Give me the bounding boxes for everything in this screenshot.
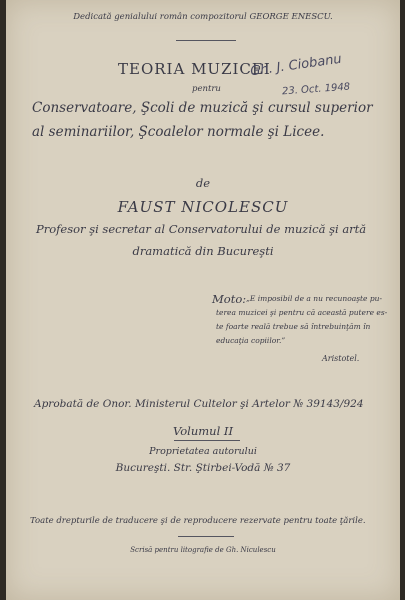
dedication: Dedicată genialului român compozitorul GEORGE ENESCU. <box>73 12 333 22</box>
volume-underline <box>174 440 240 441</box>
owner-line-1: Proprietatea autorului <box>149 446 257 457</box>
de-label: de <box>195 176 211 190</box>
handwritten-date: 23. Oct. 1948 <box>281 81 351 98</box>
printer-credit: Scrisă pentru litografie de Gh. Niculescu <box>130 546 276 554</box>
author-role-line-1: Profesor şi secretar al Conservatorului de muzică şi artă <box>36 222 367 236</box>
volume-label: Volumul II <box>173 424 233 438</box>
author-role-line-2: dramatică din Bucureşti <box>132 244 274 258</box>
subtitle-line-2: al seminariilor, Şcoalelor normale şi Licee. <box>32 124 325 140</box>
handwritten-signature: Gh. J. Ciobanu <box>249 51 343 80</box>
motto-author: Aristotel. <box>322 354 360 363</box>
approval-note: Aprobată de Onor. Ministerul Cultelor şi Artelor № 39143/924 <box>34 398 364 410</box>
author-name: FAUST NICOLESCU <box>117 198 289 216</box>
book-title: TEORIA MUZICEI <box>118 60 271 78</box>
divider <box>176 40 236 41</box>
motto-line: terea muzicei şi pentru că această putere es- <box>216 308 388 317</box>
rights-notice: Toate drepturile de traducere şi de reproducere rezervate pentru toate ţările. <box>30 516 366 526</box>
motto-line: te foarte reală trebue să întrebuinţăm în <box>216 322 371 331</box>
subtitle-line-1: Conservatoare, Şcoli de muzică şi cursul superior <box>32 100 373 116</box>
book-title-page <box>6 0 400 600</box>
owner-address: Bucureşti. Str. Ştirbei-Vodă № 37 <box>115 462 291 474</box>
pentru-label: pentru <box>192 84 221 94</box>
motto-line: educaţia copiilor.” <box>216 336 286 345</box>
divider <box>178 536 234 537</box>
motto-label: Moto: <box>212 292 247 306</box>
motto-line: „E imposibil de a nu recunoaşte pu- <box>246 294 383 303</box>
